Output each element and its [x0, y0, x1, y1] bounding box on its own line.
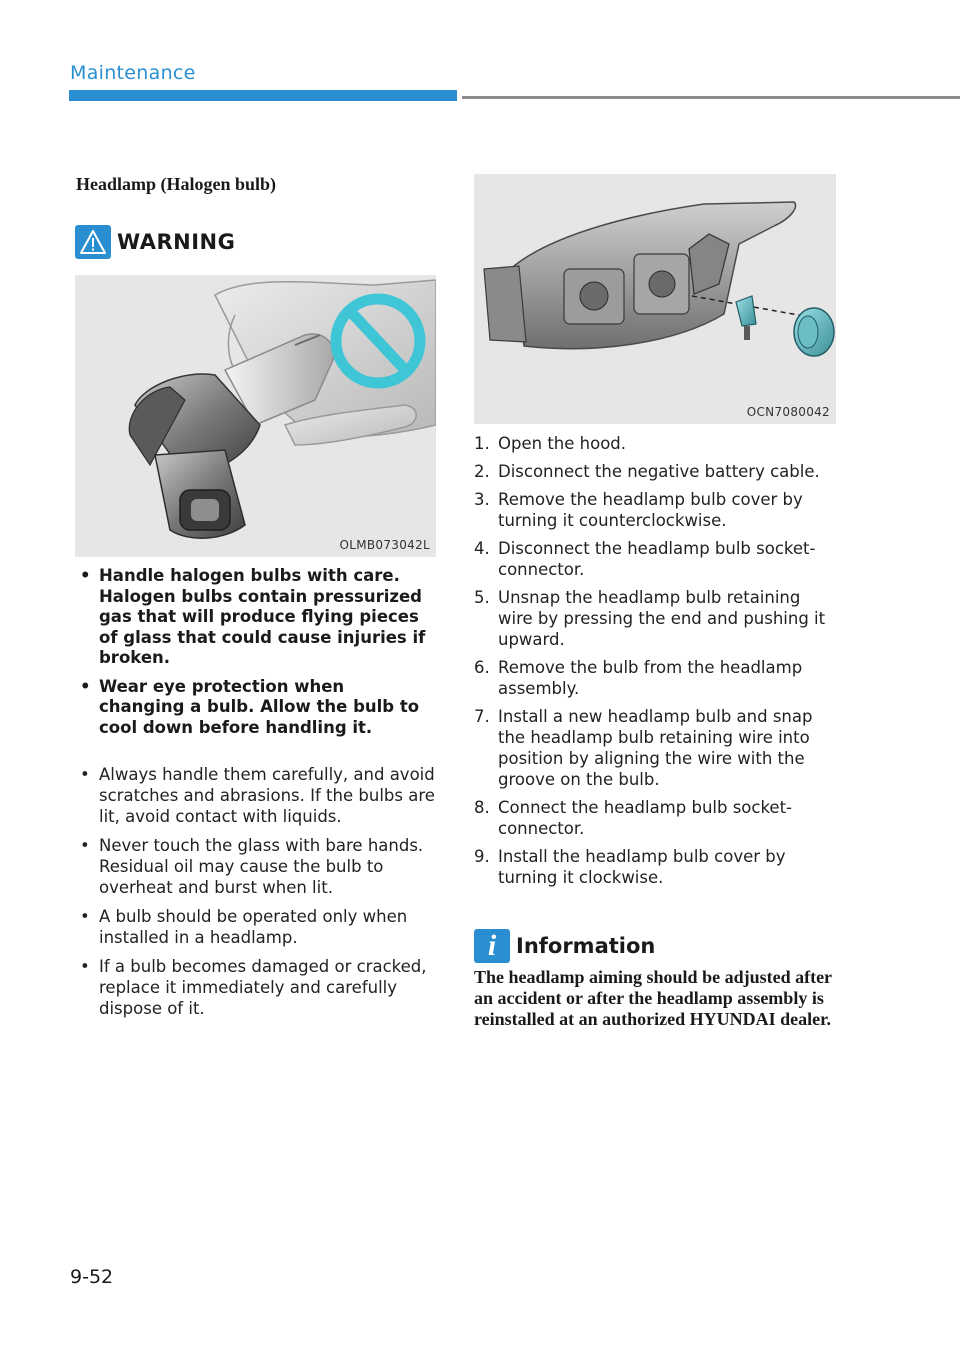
page-heading: Headlamp (Halogen bulb): [76, 174, 277, 194]
section-title: Maintenance: [70, 62, 196, 84]
warning-header: [75, 225, 235, 259]
figure-headlamp-assembly: [474, 174, 836, 424]
list-item: • Always handle them carefully, and avoid scratches and abrasions. If the bulbs are lit, avoid contact with liquids.: [75, 764, 435, 827]
step-number: 8.: [474, 798, 490, 817]
step-item: [474, 846, 836, 888]
step-item: [474, 657, 836, 699]
step-item: [474, 489, 836, 531]
step-text: Disconnect the negative battery cable.: [498, 462, 820, 481]
step-item: [474, 587, 836, 650]
step-number: 2.: [474, 462, 490, 481]
information-header: [474, 929, 655, 963]
information-label: Information: [516, 934, 656, 958]
step-text: Unsnap the headlamp bulb retaining wire by pressing the end and pushing it upward.: [498, 588, 826, 649]
step-number: 4.: [474, 539, 490, 558]
figure-code: OCN7080042: [746, 405, 830, 419]
figure-halogen-bulb-handling: [75, 275, 436, 557]
step-text: Connect the headlamp bulb socket-connector.: [498, 798, 793, 838]
caution-bullet-list: [75, 764, 435, 1027]
list-item: • A bulb should be operated only when installed in a headlamp.: [75, 906, 435, 948]
step-number: 9.: [474, 847, 490, 866]
step-item: [474, 797, 836, 839]
step-number: 1.: [474, 434, 490, 453]
list-item: • Never touch the glass with bare hands. Residual oil may cause the bulb to overheat and burst when lit.: [75, 835, 435, 898]
step-text: Remove the bulb from the headlamp assembly.: [498, 658, 803, 698]
step-text: Install the headlamp bulb cover by turning it clockwise.: [498, 847, 786, 887]
step-number: 5.: [474, 588, 490, 607]
step-number: 3.: [474, 490, 490, 509]
warning-bullet: • Wear eye protection when changing a bulb. Allow the bulb to cool down before handling it.: [75, 677, 435, 739]
page-number: 9-52: [70, 1266, 114, 1288]
information-icon: i: [474, 929, 510, 963]
figure-code: OLMB073042L: [339, 538, 430, 552]
warning-label: WARNING: [117, 230, 236, 254]
header-rule-accent: [69, 90, 457, 101]
information-body: The headlamp aiming should be adjusted after an accident or after the headlamp assembly is reinstalled at an authorized HYUNDAI dealer.: [474, 967, 832, 1029]
headlamp-assembly-illustration: [474, 174, 836, 424]
step-text: Open the hood.: [498, 434, 627, 453]
step-number: 6.: [474, 658, 490, 677]
header-rule: [462, 96, 960, 99]
warning-bullet-list: [75, 566, 435, 746]
procedure-steps: [474, 433, 836, 895]
step-item: [474, 461, 836, 482]
halogen-bulb-illustration: [75, 275, 436, 557]
step-item: [474, 433, 836, 454]
step-text: Remove the headlamp bulb cover by turning it counterclockwise.: [498, 490, 803, 530]
step-text: Disconnect the headlamp bulb socket-connector.: [498, 539, 816, 579]
warning-triangle-icon: [75, 225, 111, 259]
list-item: • If a bulb becomes damaged or cracked, replace it immediately and carefully dispose of it.: [75, 956, 435, 1019]
step-item: [474, 706, 836, 790]
step-text: Install a new headlamp bulb and snap the headlamp bulb retaining wire into position by aligning the wire with the groove on the bulb.: [498, 707, 813, 789]
step-number: 7.: [474, 707, 490, 726]
step-item: [474, 538, 836, 580]
warning-bullet: • Handle halogen bulbs with care. Halogen bulbs contain pressurized gas that will produce flying pieces of glass that could cause injuries if broken.: [75, 566, 435, 669]
